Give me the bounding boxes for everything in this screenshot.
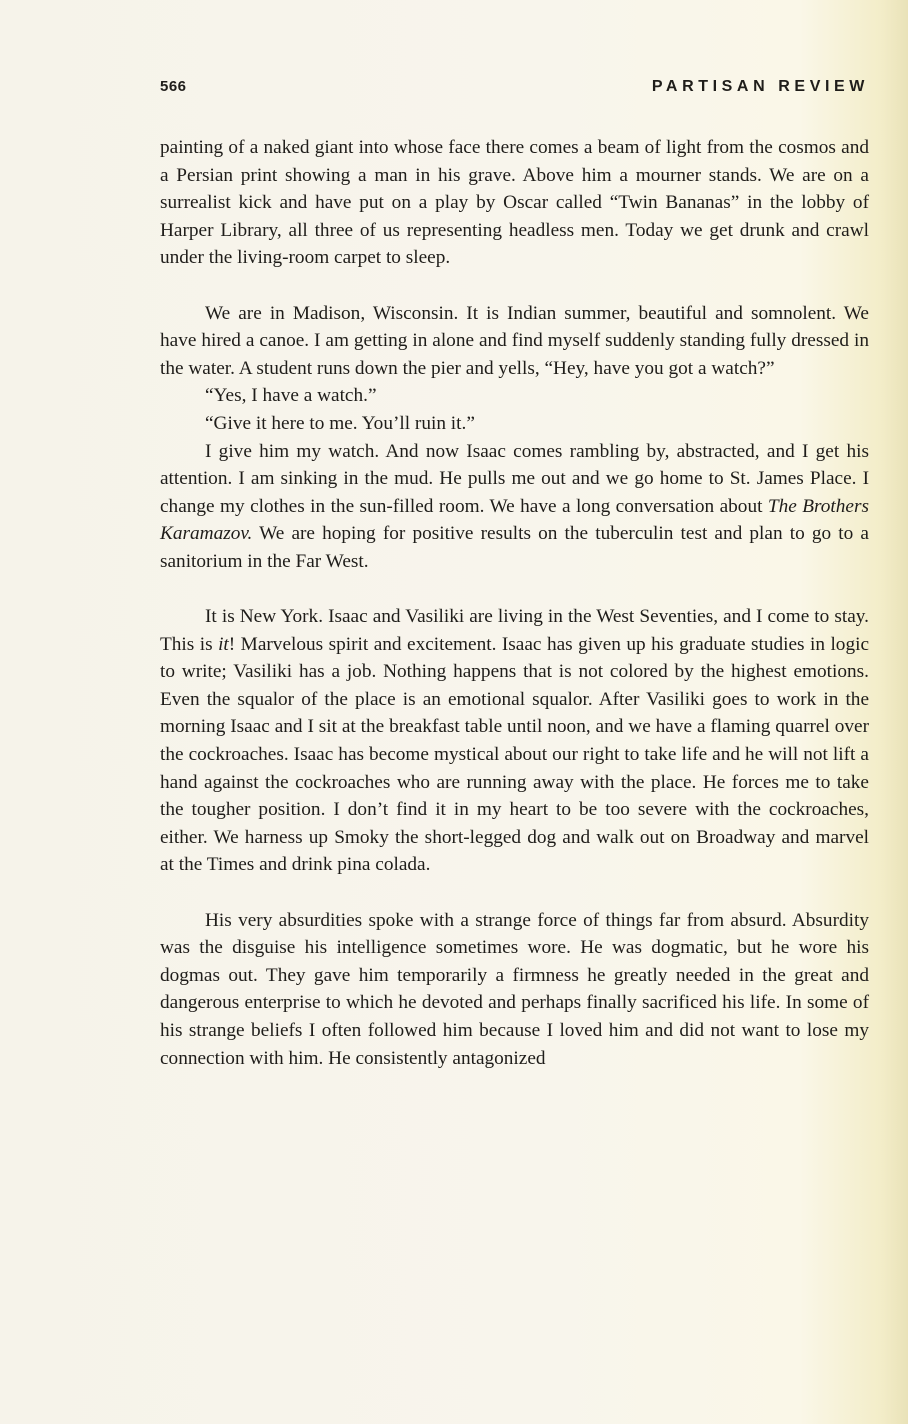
paragraph-4: “Give it here to me. You’ll ruin it.” [205, 412, 475, 434]
running-head [160, 76, 869, 100]
paragraph-2: We are in Madison, Wisconsin. It is Indian summer, beautiful and somnolent. We have hired a canoe. I am getting in alone and find myself suddenly standing fully dressed in the water. A student runs down the pier and yells, “Hey, have you got a watch?” [160, 302, 869, 379]
paragraph-7: His very absurdities spoke with a strange force of things far from absurd. Absurdity was the disguise his intelligence sometimes wore. He was dogmatic, but he wore his dogmas out. They gave him temporarily a firmness he greatly needed in the great and dangerous enterprise to which he devoted and perhaps finally sacrificed his life. In some of his strange beliefs I often followed him because I loved him and did not want to lose my connection with him. He consistently antagonized [160, 909, 869, 1069]
paragraph-5-text-a: I give him my watch. And now Isaac comes rambling by, abstracted, and I get his attention. I am sinking in the mud. He pulls me out and we go home to St. James Place. I change my clothes in the sun-filled room. We have a long conversation about [160, 440, 869, 517]
body-text [160, 134, 869, 1072]
paragraph-6 [160, 603, 869, 879]
paragraph-1: painting of a naked giant into whose face there comes a beam of light from the cosmos and a Persian print showing a man in his grave. Above him a mourner stands. We are on a surrealist kick and have put on a play by Oscar called “Twin Bananas” in the lobby of Harper Library, all three of us representing headless men. Today we get drunk and crawl under the living-room carpet to sleep. [160, 137, 869, 269]
book-page [160, 76, 869, 1072]
book-title-italic: The Brothers Karamazov. [160, 495, 869, 545]
emphasis-italic: it [218, 633, 229, 655]
paragraph-6-text-a: It is New York. Isaac and Vasiliki are living in the West Seventies, and I come to stay. This is [160, 606, 869, 655]
paragraph-3: “Yes, I have a watch.” [205, 385, 377, 407]
journal-title: PARTISAN REVIEW [651, 78, 869, 95]
paragraph-5-text-b: We are hoping for positive results on the tuberculin test and plan to go to a sanitorium in the Far West. [160, 523, 869, 572]
paragraph-5 [160, 438, 869, 576]
page-number: 566 [160, 78, 187, 95]
paragraph-6-text-b: ! Marvelous spirit and excitement. Isaac has given up his graduate studies in logic to write; Vasiliki has a job. Nothing happens that is not colored by the highest emotions. Even the squalor of the place is an emotional squalor. After Vasiliki goes to work in the morning Isaac and I sit at the breakfast table until noon, and we have a flaming quarrel over the cockroaches. Isaac has become mystical about our right to take life and he will not lift a hand against the cockroaches who are running away with the place. He forces me to take the tougher position. I don’t find it in my heart to be too severe with the cockroaches, either. We harness up Smoky the short-legged dog and walk out on Broadway and marvel at the Times and drink pina colada. [160, 633, 870, 876]
